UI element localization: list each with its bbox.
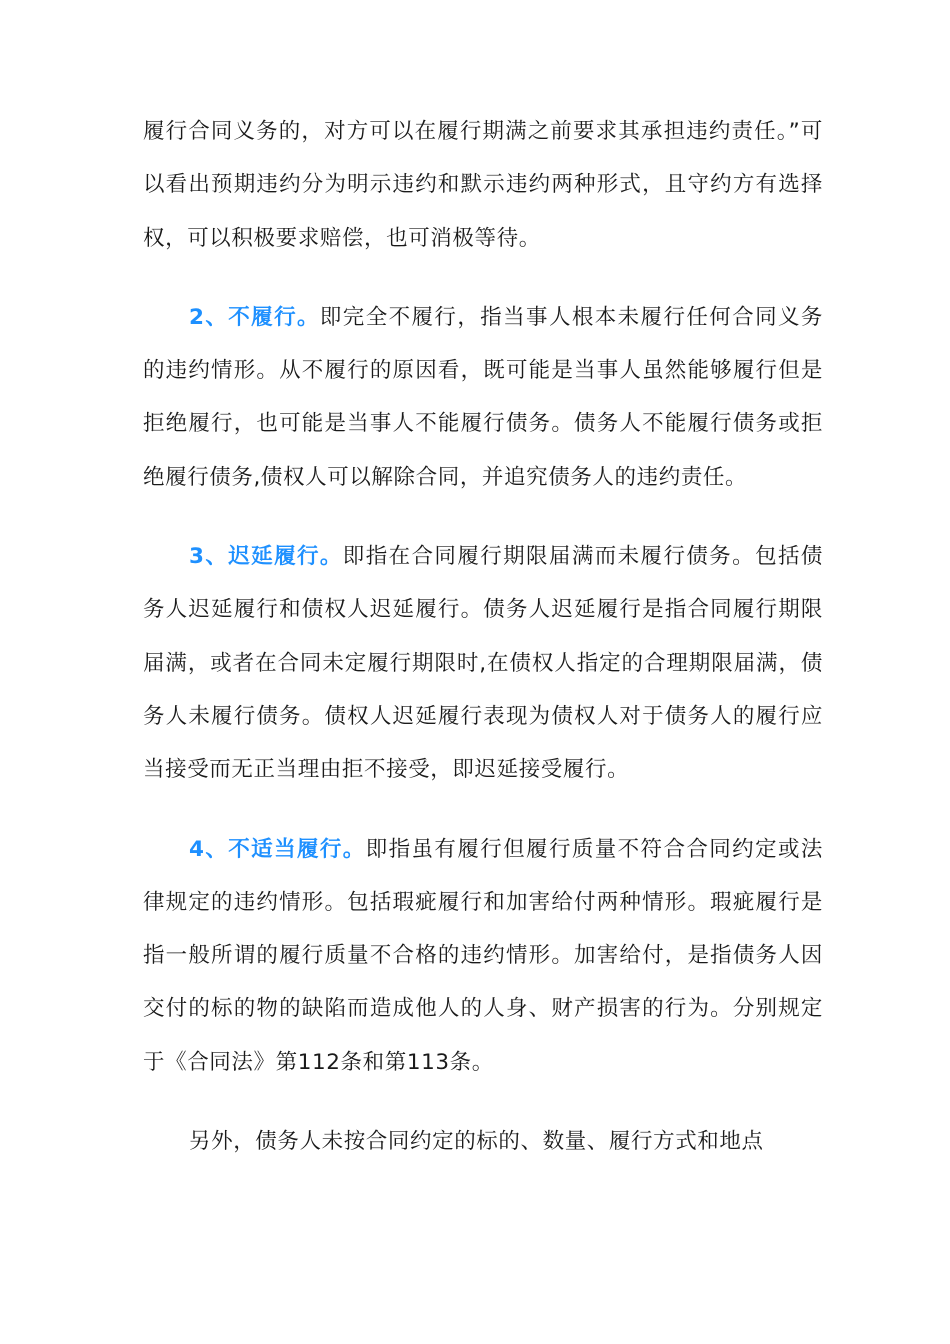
section-heading-non-performance: 2、不履行。	[189, 304, 320, 330]
paragraph-text: 另外，债务人未按合同约定的标的、数量、履行方式和地点	[189, 1129, 764, 1155]
paragraph-delayed-performance	[143, 530, 823, 796]
section-heading-improper-performance: 4、不适当履行。	[189, 836, 366, 862]
section-heading-delayed-performance: 3、迟延履行。	[189, 544, 343, 570]
paragraph-improper-performance	[143, 823, 823, 1089]
paragraph-additional-note	[143, 1115, 823, 1168]
paragraph-text: 即指虽有履行但履行质量不符合合同约定或法律规定的违约情形。包括瑕疵履行和加害给付两种情形。瑕疵履行是指一般所谓的履行质量不合格的违约情形。加害给付，是指债务人因交付的标的物的缺陷而造成他人的人身、财产损害的行为。分别规定于《合同法》第112条和第113条。	[143, 836, 823, 1075]
paragraph-text: 履行合同义务的，对方可以在履行期满之前要求其承担违约责任。”可以看出预期违约分为明示违约和默示违约两种形式，且守约方有选择权，可以积极要求赔偿，也可消极等待。	[143, 119, 823, 251]
paragraph-non-performance	[143, 291, 823, 504]
paragraph-text: 即指在合同履行期限届满而未履行债务。包括债务人迟延履行和债权人迟延履行。债务人迟延履行是指合同履行期限届满，或者在合同未定履行期限时,在债权人指定的合理期限届满，债务人未履行债务。债权人迟延履行表现为债权人对于债务人的履行应当接受而无正当理由拒不接受，即迟延接受履行。	[143, 544, 823, 783]
document-body	[143, 105, 823, 1168]
paragraph-anticipatory-breach-continued	[143, 105, 823, 265]
paragraph-text: 即完全不履行，指当事人根本未履行任何合同义务的违约情形。从不履行的原因看，既可能是当事人虽然能够履行但是拒绝履行，也可能是当事人不能履行债务。债务人不能履行债务或拒绝履行债务,债权人可以解除合同，并追究债务人的违约责任。	[143, 304, 823, 490]
